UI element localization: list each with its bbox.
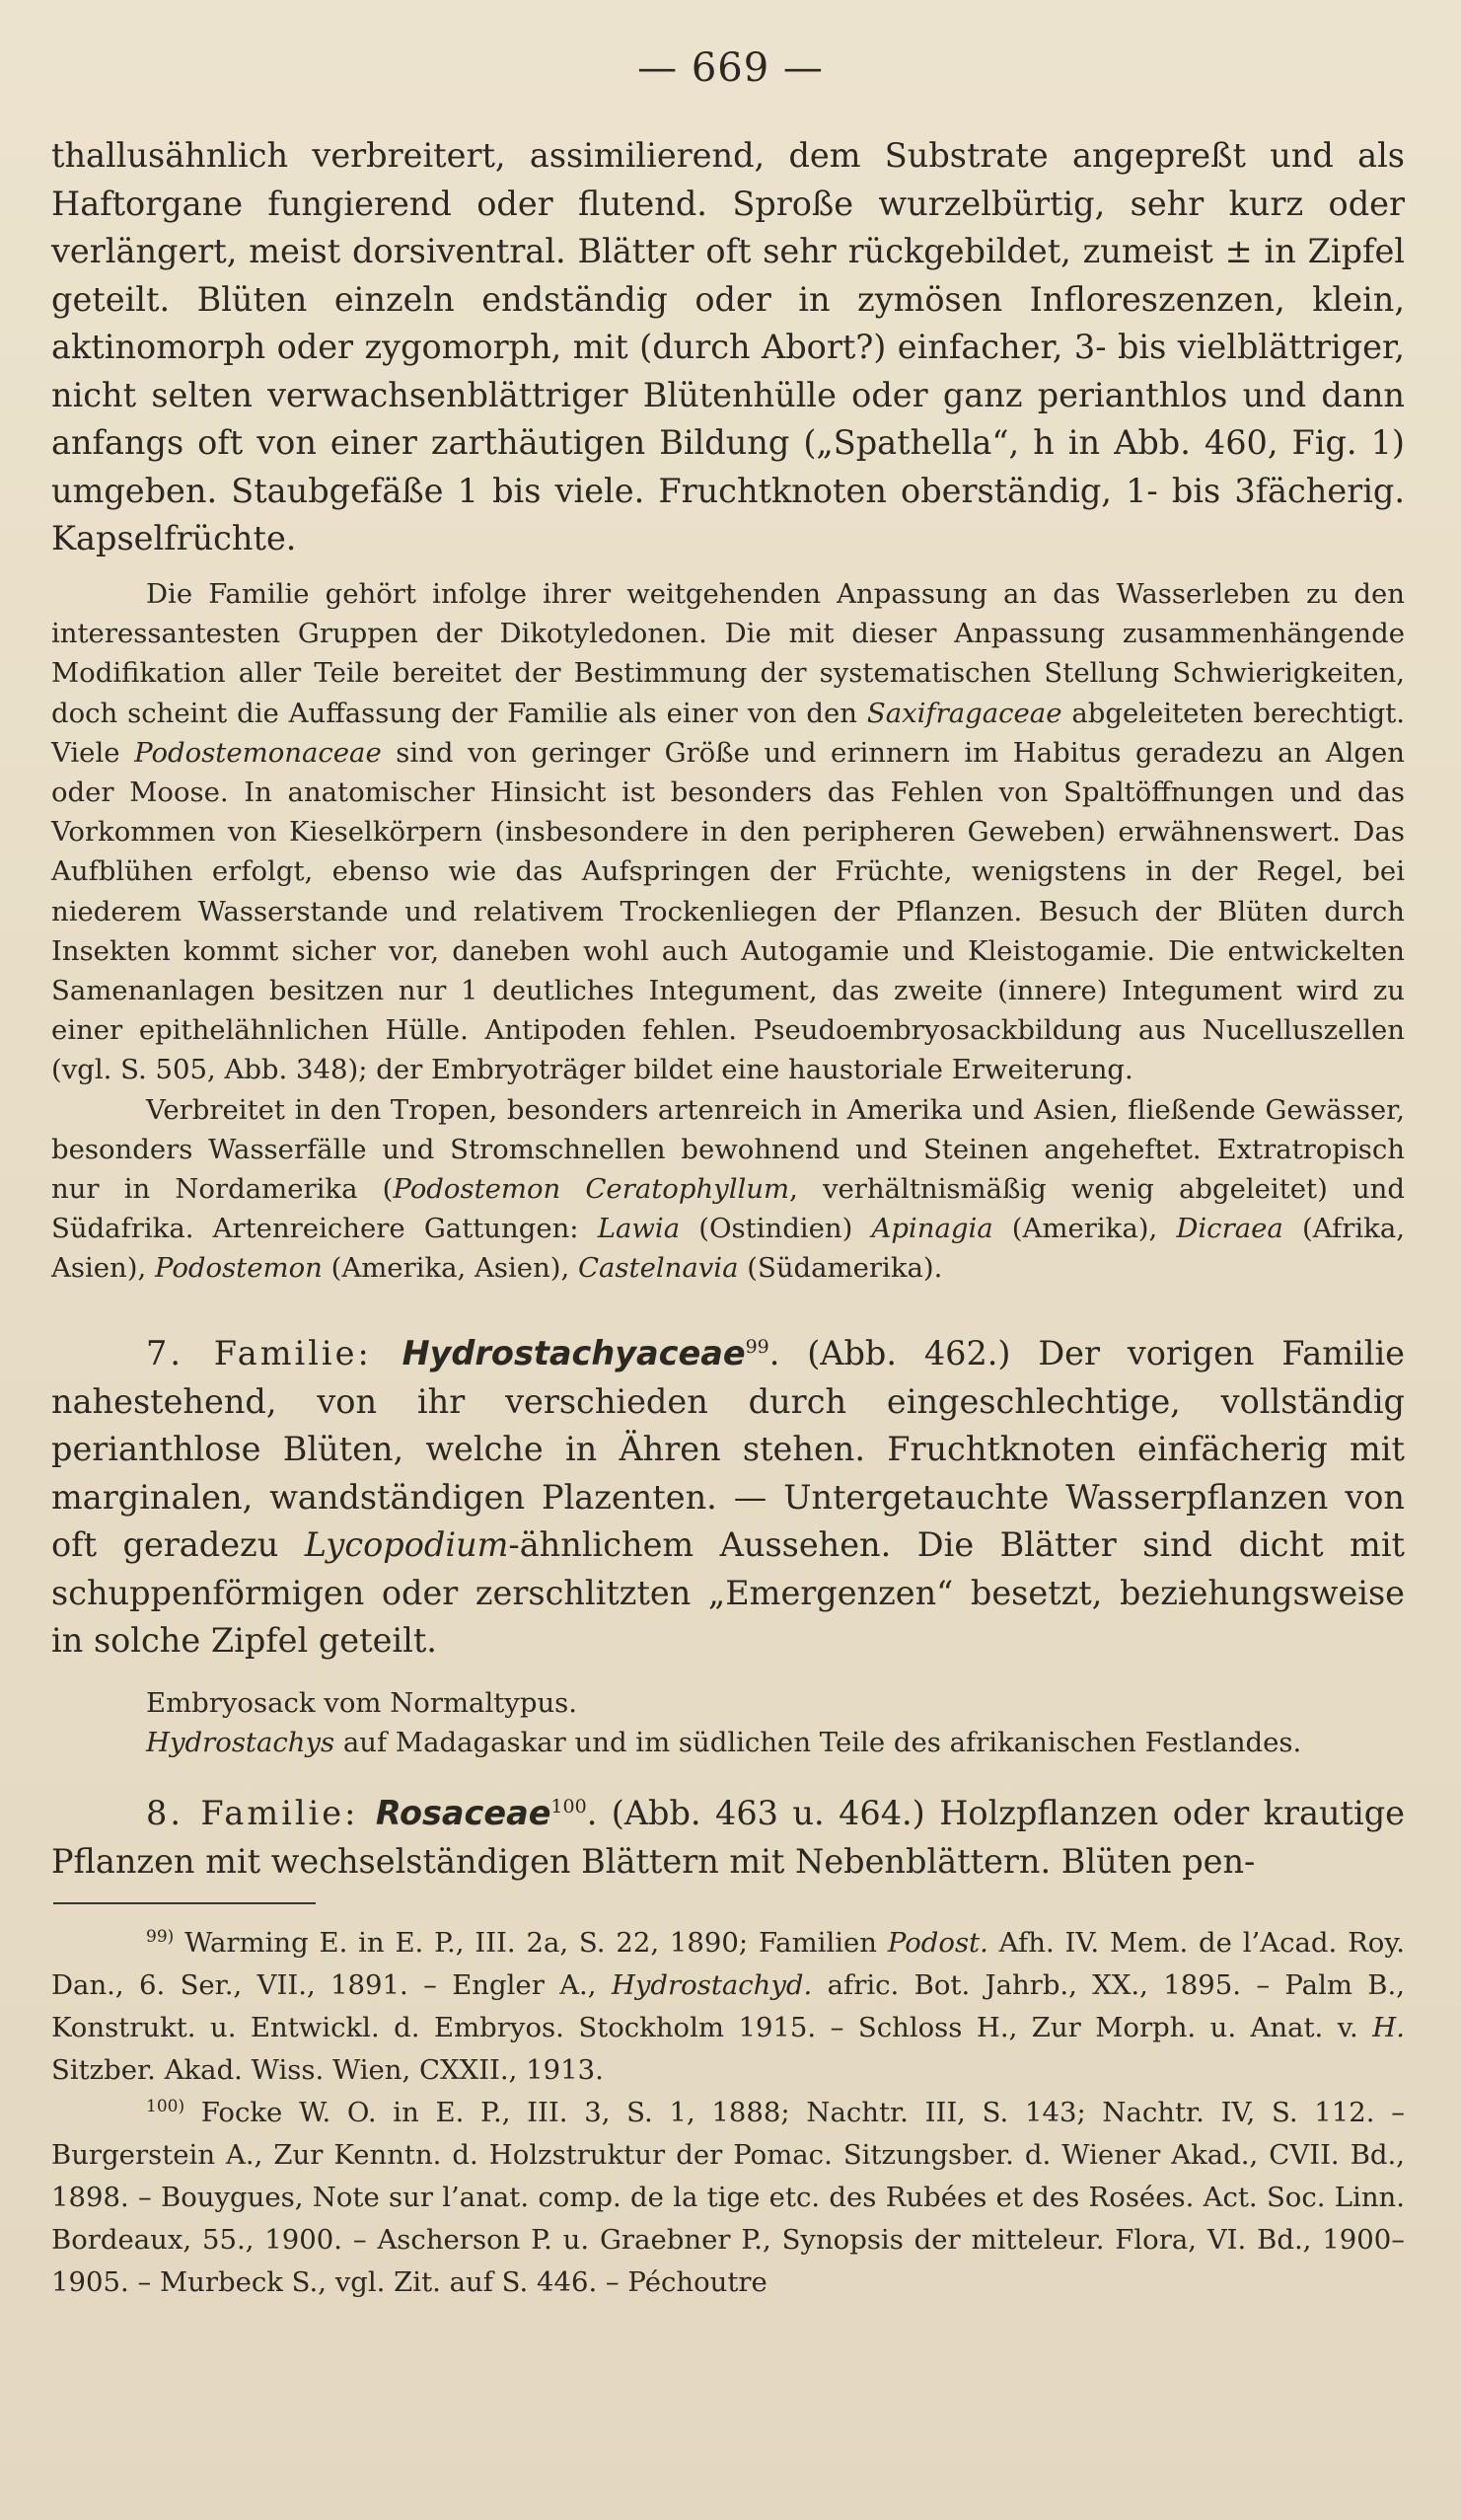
text-span: Warming E. in E. P., III. 2a, S. 22, 1890; Familien (174, 1927, 888, 1959)
small-paragraph-anatomy (51, 574, 1405, 1090)
text-span: -ähnlichem Aussehen. Die Blätter sind dicht mit schuppenförmigen oder zerschlitzten „Emergenzen“ besetzt, beziehungsweise in solche Zipfel geteilt. (51, 1525, 1405, 1660)
text-span: Afh. IV. Mem. de l’Acad. Roy. Dan., 6. Ser., VII., 1891. – Engler A., (51, 1927, 1405, 2001)
page-number: — 669 — (637, 45, 824, 91)
text-span: Sitzber. Akad. Wiss. Wien, CXXII., 1913. (51, 2054, 604, 2086)
family-label: 8. Familie: (146, 1794, 376, 1832)
taxon-name: Dicraea (1176, 1213, 1283, 1245)
text-span: Focke W. O. in E. P., III. 3, S. 1, 1888; Nachtr. III, S. 143; Nachtr. IV, S. 112. – Burgerstein A., Zur Kenntn. d. Holzstruktur der Pomac. Sitzungsber. d. Wiener Akad., CVII. Bd., 1898. – Bouygues, Note sur l’anat. comp. de la tige etc. des Rubées et des Rosées. Act. Soc. Linn. Bordeaux, 55., 1900. – Ascherson P. u. Graebner P., Synopsis der mitteleur. Flora, VI. Bd., 1900–1905. – Murbeck S., vgl. Zit. auf S. 446. – Péchoutre (51, 2097, 1405, 2298)
text-span: afric. Bot. Jahrb., XX., 1895. – Palm B., Konstrukt. u. Entwickl. d. Embryos. Stockholm 1915. – Schloss H., Zur Morph. u. Anat. v. (51, 1969, 1405, 2043)
taxon-name: Podostemon (154, 1252, 323, 1285)
family-name: Hydrostachyaceae (402, 1334, 746, 1372)
text-span: (Afrika, Asien), (51, 1213, 1405, 1285)
footnotes (51, 1922, 1405, 2304)
taxon-name: Podostemonaceae (134, 736, 382, 769)
text-span: Verbreitet in den Tropen, besonders artenreich in Amerika und Asien, fließende Gewässer, besonders Wasserfälle und Stromschnellen bewohnend und Steinen angeheftet. Extratropisch nur in Nordamerika ( (51, 1093, 1405, 1206)
text-span: (Amerika), (992, 1213, 1177, 1245)
taxon-name: Castelnavia (578, 1252, 739, 1285)
taxon-name: Lycopodium (304, 1525, 509, 1564)
intro-section (51, 132, 1405, 563)
podostemonaceae-notes (51, 574, 1405, 1289)
taxon-name: Saxifragaceae (866, 697, 1062, 729)
family-7-section (51, 1330, 1405, 1762)
family-8-section (51, 1790, 1405, 1886)
text-span: . (Abb. 463 u. 464.) Holzpflanzen oder krautige Pflanzen mit wechselständigen Blättern mit Nebenblättern. Blüten pen- (51, 1794, 1405, 1881)
text-span: sind von geringer Größe und erinnern im Habitus geradezu an Algen oder Moose. In anatomischer Hinsicht ist besonders das Fehlen von Spaltöffnungen und das Vorkommen von Kieselkörpern (insbesondere in den peripheren Geweben) erwähnenswert. Das Aufblühen erfolgt, ebenso wie das Aufspringen der Früchte, wenigstens in der Regel, bei niederem Wasserstande und relativem Trockenliegen der Pflanzen. Besuch der Blüten durch Insekten kommt sicher vor, daneben wohl auch Autogamie und Kleistogamie. Die entwickelten Samenanlagen besitzen nur 1 deutliches Integument, das zweite (innere) Integument wird zu einer epithelähnlichen Hülle. Antipoden fehlen. Pseudoembryosackbildung aus Nucelluszellen (vgl. S. 505, Abb. 348); der Embryoträger bildet eine haustoriale Erweiterung. (51, 736, 1406, 1086)
text-span: . (Abb. 462.) Der vorigen Familie nahestehend, von ihr verschieden durch eingeschlechtige, vollständig perianthlose Blüten, welche in Ähren stehen. Fruchtknoten einfächerig mit marginalen, wandständigen Plazenten. — Untergetauchte Wasserpflanzen von oft geradezu (51, 1334, 1405, 1564)
text-span: (Amerika, Asien), (322, 1252, 578, 1285)
taxon-name: Hydrostachys (146, 1726, 335, 1758)
family-label: 7. Familie: (146, 1334, 402, 1372)
text-span: (Südamerika). (738, 1252, 943, 1285)
text-span: (Ostindien) (680, 1213, 872, 1245)
footnote-ref: 99 (745, 1335, 769, 1358)
family-7-paragraph (51, 1330, 1405, 1666)
footnote-100 (51, 2092, 1405, 2304)
footnote-divider (53, 1902, 316, 1904)
taxon-name: Apinagia (871, 1213, 993, 1245)
text-span: auf Madagaskar und im südlichen Teile des afrikanischen Festlandes. (334, 1726, 1302, 1758)
text-span: Die Familie gehört infolge ihrer weitgehenden Anpassung an das Wasserleben zu den interessantesten Gruppen der Dikotyledonen. Die mit dieser Anpassung zusammenhängende Modifikation aller Teile bereitet der Bestimmung der systematischen Stellung Schwierigkeiten, doch scheint die Auffassung der Familie als einer von den (51, 578, 1405, 729)
taxon-name: Podost. (887, 1927, 988, 1959)
small-paragraph-distribution (51, 1090, 1405, 1289)
taxon-name: Podostemon Ceratophyllum (393, 1173, 790, 1206)
footnote-marker: 99) (146, 1926, 175, 1947)
taxon-name: H. (1372, 2012, 1405, 2043)
footnote-marker: 100) (146, 2096, 185, 2116)
family-name: Rosaceae (375, 1794, 551, 1832)
footnote-ref: 100 (550, 1795, 587, 1817)
footnote-99 (51, 1922, 1405, 2092)
family-7-note-embryo: Embryosack vom Normaltypus. (146, 1686, 578, 1719)
text-span: abgeleiteten berechtigt. Viele (51, 697, 1405, 769)
text-span: , verhältnismäßig wenig abgeleitet) und Südafrika. Artenreichere Gattungen: (51, 1173, 1405, 1245)
taxon-name: Hydrostachyd. (611, 1969, 813, 2001)
taxon-name: Lawia (597, 1213, 681, 1245)
family-8-paragraph (51, 1790, 1405, 1886)
family-7-note-distribution (51, 1723, 1405, 1762)
intro-paragraph: thallusähnlich verbreitert, assimilierend, dem Substrate angepreßt und als Haftorgane fungierend oder flutend. Sproße wurzelbürtig, sehr kurz oder verlängert, meist dorsiventral. Blätter oft sehr rückgebildet, zumeist ± in Zipfel geteilt. Blüten einzeln endständig oder in zymösen Infloreszenzen, klein, aktinomorph oder zygomorph, mit (durch Abort?) einfacher, 3- bis vielblättriger, nicht selten verwachsenblättriger Blütenhülle oder ganz perianthlos und dann anfangs oft von einer zarthäutigen Bildung („Spathella“, h in Abb. 460, Fig. 1) umgeben. Staubgefäße 1 bis viele. Fruchtknoten oberständig, 1- bis 3fächerig. Kapselfrüchte. (51, 136, 1405, 557)
